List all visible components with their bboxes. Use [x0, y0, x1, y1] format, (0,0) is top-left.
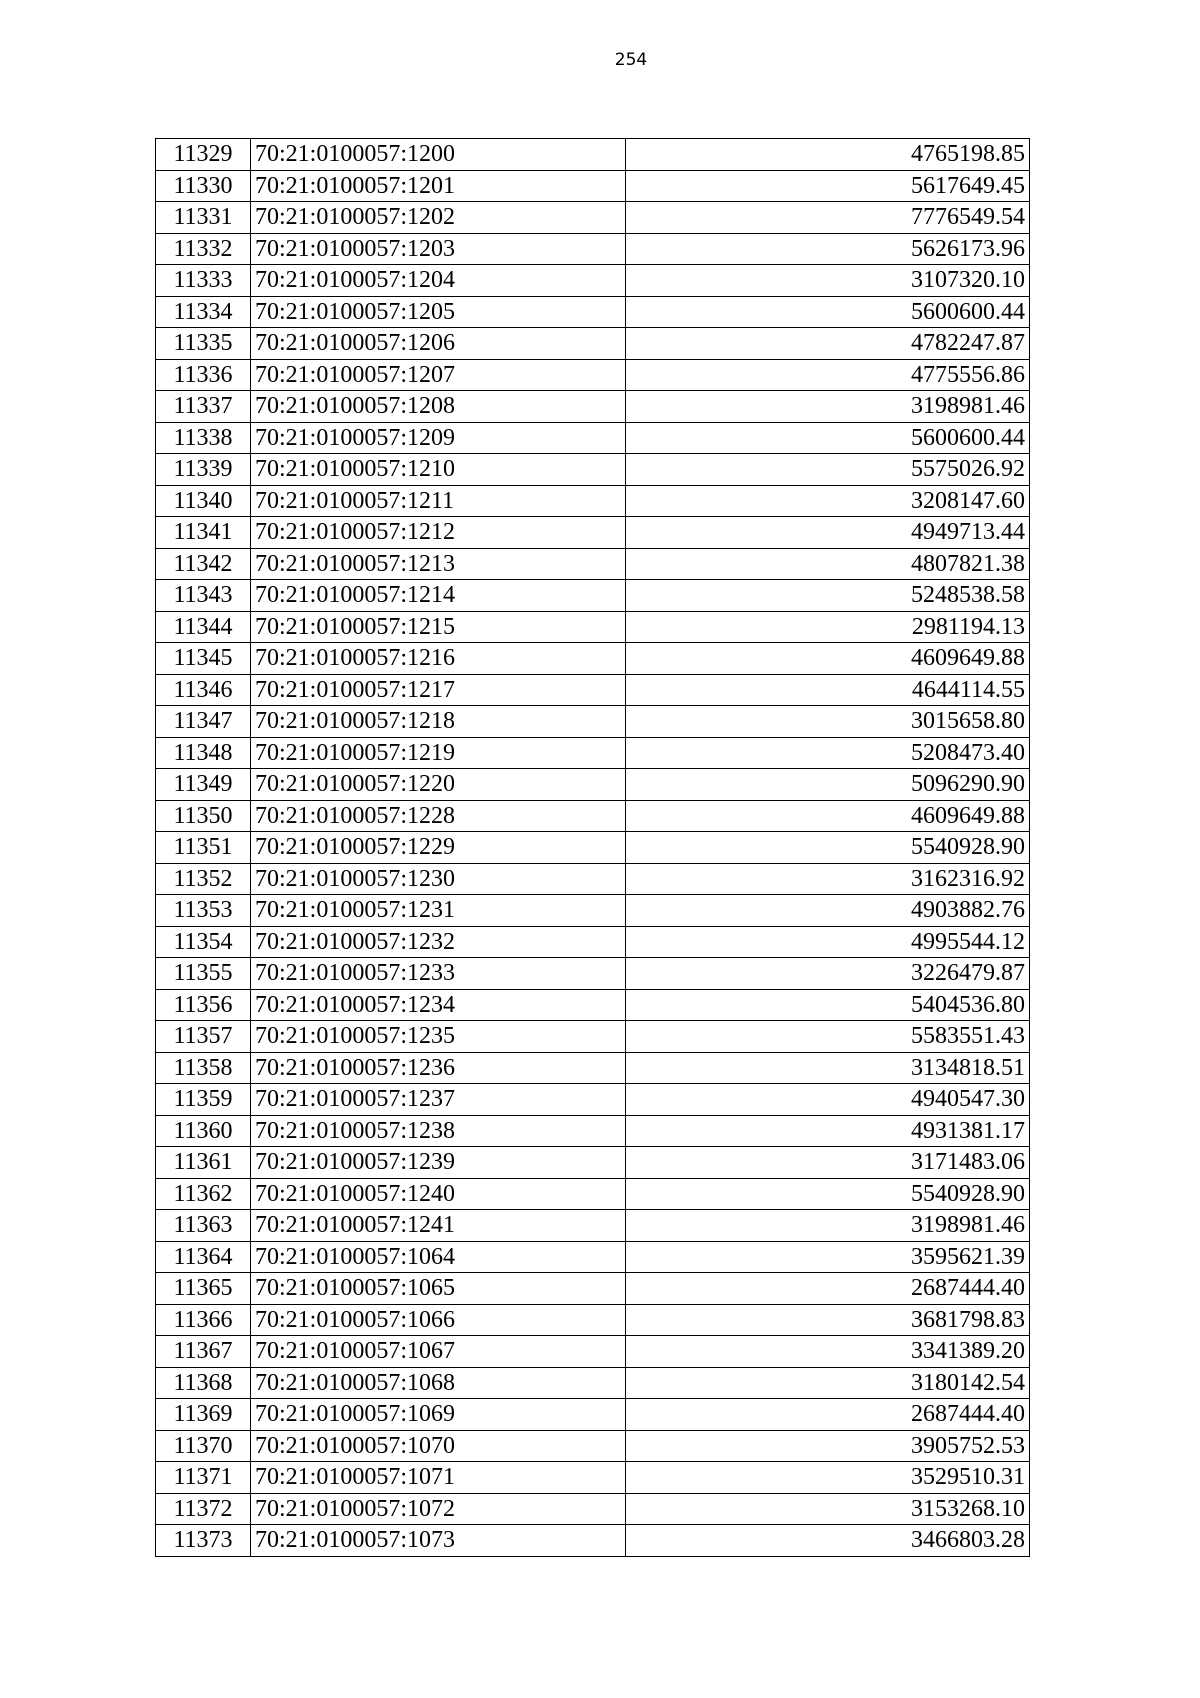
row-number-cell: 11339 — [156, 454, 251, 486]
row-number-cell: 11342 — [156, 548, 251, 580]
cadastral-number-cell: 70:21:0100057:1229 — [251, 832, 626, 864]
row-number-cell: 11356 — [156, 989, 251, 1021]
row-number-cell: 11329 — [156, 139, 251, 171]
cadastral-number-cell: 70:21:0100057:1067 — [251, 1336, 626, 1368]
value-cell: 5404536.80 — [626, 989, 1030, 1021]
table-row — [156, 989, 1030, 1021]
table-row — [156, 296, 1030, 328]
row-number-cell: 11337 — [156, 391, 251, 423]
cadastral-number-cell: 70:21:0100057:1068 — [251, 1367, 626, 1399]
row-number-cell: 11365 — [156, 1273, 251, 1305]
row-number-cell: 11347 — [156, 706, 251, 738]
cadastral-number-cell: 70:21:0100057:1203 — [251, 233, 626, 265]
row-number-cell: 11350 — [156, 800, 251, 832]
table-row — [156, 1241, 1030, 1273]
cadastral-number-cell: 70:21:0100057:1205 — [251, 296, 626, 328]
row-number-cell: 11360 — [156, 1115, 251, 1147]
cadastral-number-cell: 70:21:0100057:1069 — [251, 1399, 626, 1431]
table-row — [156, 359, 1030, 391]
value-cell: 3529510.31 — [626, 1462, 1030, 1494]
value-cell: 2687444.40 — [626, 1273, 1030, 1305]
cadastral-number-cell: 70:21:0100057:1212 — [251, 517, 626, 549]
cadastral-number-cell: 70:21:0100057:1071 — [251, 1462, 626, 1494]
table-row — [156, 895, 1030, 927]
table-row — [156, 863, 1030, 895]
value-cell: 4644114.55 — [626, 674, 1030, 706]
row-number-cell: 11349 — [156, 769, 251, 801]
cadastral-number-cell: 70:21:0100057:1211 — [251, 485, 626, 517]
value-cell: 3905752.53 — [626, 1430, 1030, 1462]
cadastral-number-cell: 70:21:0100057:1065 — [251, 1273, 626, 1305]
table-row — [156, 1462, 1030, 1494]
cadastral-number-cell: 70:21:0100057:1210 — [251, 454, 626, 486]
row-number-cell: 11355 — [156, 958, 251, 990]
table-row — [156, 1052, 1030, 1084]
cadastral-number-cell: 70:21:0100057:1241 — [251, 1210, 626, 1242]
cadastral-number-cell: 70:21:0100057:1239 — [251, 1147, 626, 1179]
table-row — [156, 1021, 1030, 1053]
table-row — [156, 517, 1030, 549]
row-number-cell: 11333 — [156, 265, 251, 297]
row-number-cell: 11369 — [156, 1399, 251, 1431]
table-row — [156, 1273, 1030, 1305]
table-row — [156, 706, 1030, 738]
table-row — [156, 233, 1030, 265]
table-row — [156, 800, 1030, 832]
row-number-cell: 11363 — [156, 1210, 251, 1242]
cadastral-number-cell: 70:21:0100057:1207 — [251, 359, 626, 391]
row-number-cell: 11352 — [156, 863, 251, 895]
cadastral-number-cell: 70:21:0100057:1216 — [251, 643, 626, 675]
cadastral-number-cell: 70:21:0100057:1072 — [251, 1493, 626, 1525]
table-row — [156, 454, 1030, 486]
row-number-cell: 11361 — [156, 1147, 251, 1179]
cadastral-number-cell: 70:21:0100057:1209 — [251, 422, 626, 454]
value-cell: 5096290.90 — [626, 769, 1030, 801]
table-row — [156, 548, 1030, 580]
cadastral-number-cell: 70:21:0100057:1066 — [251, 1304, 626, 1336]
row-number-cell: 11341 — [156, 517, 251, 549]
value-cell: 4609649.88 — [626, 800, 1030, 832]
table-row — [156, 170, 1030, 202]
cadastral-number-cell: 70:21:0100057:1064 — [251, 1241, 626, 1273]
row-number-cell: 11358 — [156, 1052, 251, 1084]
table-row — [156, 832, 1030, 864]
value-cell: 5540928.90 — [626, 832, 1030, 864]
value-cell: 2981194.13 — [626, 611, 1030, 643]
row-number-cell: 11372 — [156, 1493, 251, 1525]
table-row — [156, 1493, 1030, 1525]
row-number-cell: 11373 — [156, 1525, 251, 1557]
table-row — [156, 674, 1030, 706]
row-number-cell: 11357 — [156, 1021, 251, 1053]
row-number-cell: 11330 — [156, 170, 251, 202]
value-cell: 3198981.46 — [626, 1210, 1030, 1242]
table-row — [156, 1367, 1030, 1399]
value-cell: 5617649.45 — [626, 170, 1030, 202]
row-number-cell: 11366 — [156, 1304, 251, 1336]
value-cell: 3198981.46 — [626, 391, 1030, 423]
row-number-cell: 11351 — [156, 832, 251, 864]
cadastral-number-cell: 70:21:0100057:1232 — [251, 926, 626, 958]
value-cell: 4765198.85 — [626, 139, 1030, 171]
value-cell: 4807821.38 — [626, 548, 1030, 580]
row-number-cell: 11331 — [156, 202, 251, 234]
page-number: 254 — [614, 50, 648, 70]
table-row — [156, 1525, 1030, 1557]
row-number-cell: 11370 — [156, 1430, 251, 1462]
table-row — [156, 1115, 1030, 1147]
table-body — [156, 139, 1030, 1557]
value-cell: 3208147.60 — [626, 485, 1030, 517]
table-row — [156, 611, 1030, 643]
value-cell: 3180142.54 — [626, 1367, 1030, 1399]
row-number-cell: 11344 — [156, 611, 251, 643]
table-row — [156, 769, 1030, 801]
row-number-cell: 11359 — [156, 1084, 251, 1116]
value-cell: 3015658.80 — [626, 706, 1030, 738]
row-number-cell: 11334 — [156, 296, 251, 328]
cadastral-number-cell: 70:21:0100057:1200 — [251, 139, 626, 171]
row-number-cell: 11343 — [156, 580, 251, 612]
cadastral-number-cell: 70:21:0100057:1217 — [251, 674, 626, 706]
table-row — [156, 1210, 1030, 1242]
cadastral-number-cell: 70:21:0100057:1206 — [251, 328, 626, 360]
row-number-cell: 11340 — [156, 485, 251, 517]
value-cell: 3341389.20 — [626, 1336, 1030, 1368]
value-cell: 4995544.12 — [626, 926, 1030, 958]
cadastral-number-cell: 70:21:0100057:1070 — [251, 1430, 626, 1462]
table-row — [156, 1304, 1030, 1336]
cadastral-number-cell: 70:21:0100057:1220 — [251, 769, 626, 801]
value-cell: 5600600.44 — [626, 422, 1030, 454]
cadastral-number-cell: 70:21:0100057:1234 — [251, 989, 626, 1021]
table-row — [156, 328, 1030, 360]
table-row — [156, 1147, 1030, 1179]
cadastral-number-cell: 70:21:0100057:1231 — [251, 895, 626, 927]
row-number-cell: 11332 — [156, 233, 251, 265]
cadastral-number-cell: 70:21:0100057:1235 — [251, 1021, 626, 1053]
row-number-cell: 11346 — [156, 674, 251, 706]
value-cell: 3466803.28 — [626, 1525, 1030, 1557]
row-number-cell: 11336 — [156, 359, 251, 391]
value-cell: 5248538.58 — [626, 580, 1030, 612]
cadastral-value-table — [155, 138, 1030, 1557]
value-cell: 4903882.76 — [626, 895, 1030, 927]
table-row — [156, 643, 1030, 675]
row-number-cell: 11362 — [156, 1178, 251, 1210]
value-cell: 2687444.40 — [626, 1399, 1030, 1431]
cadastral-number-cell: 70:21:0100057:1228 — [251, 800, 626, 832]
table-row — [156, 139, 1030, 171]
cadastral-number-cell: 70:21:0100057:1218 — [251, 706, 626, 738]
row-number-cell: 11348 — [156, 737, 251, 769]
table-row — [156, 926, 1030, 958]
value-cell: 3153268.10 — [626, 1493, 1030, 1525]
table-row — [156, 737, 1030, 769]
table-row — [156, 422, 1030, 454]
table-row — [156, 1084, 1030, 1116]
row-number-cell: 11371 — [156, 1462, 251, 1494]
row-number-cell: 11345 — [156, 643, 251, 675]
value-cell: 5575026.92 — [626, 454, 1030, 486]
value-cell: 3226479.87 — [626, 958, 1030, 990]
cadastral-number-cell: 70:21:0100057:1233 — [251, 958, 626, 990]
table-row — [156, 485, 1030, 517]
cadastral-number-cell: 70:21:0100057:1237 — [251, 1084, 626, 1116]
value-cell: 5583551.43 — [626, 1021, 1030, 1053]
row-number-cell: 11364 — [156, 1241, 251, 1273]
cadastral-number-cell: 70:21:0100057:1236 — [251, 1052, 626, 1084]
row-number-cell: 11368 — [156, 1367, 251, 1399]
value-cell: 4949713.44 — [626, 517, 1030, 549]
row-number-cell: 11335 — [156, 328, 251, 360]
table-row — [156, 580, 1030, 612]
value-cell: 3162316.92 — [626, 863, 1030, 895]
cadastral-number-cell: 70:21:0100057:1240 — [251, 1178, 626, 1210]
value-cell: 4775556.86 — [626, 359, 1030, 391]
value-cell: 3681798.83 — [626, 1304, 1030, 1336]
value-cell: 5626173.96 — [626, 233, 1030, 265]
value-cell: 5540928.90 — [626, 1178, 1030, 1210]
table-row — [156, 1399, 1030, 1431]
table-row — [156, 958, 1030, 990]
cadastral-number-cell: 70:21:0100057:1230 — [251, 863, 626, 895]
cadastral-number-cell: 70:21:0100057:1073 — [251, 1525, 626, 1557]
table-row — [156, 1430, 1030, 1462]
cadastral-number-cell: 70:21:0100057:1215 — [251, 611, 626, 643]
row-number-cell: 11354 — [156, 926, 251, 958]
cadastral-number-cell: 70:21:0100057:1238 — [251, 1115, 626, 1147]
table-row — [156, 202, 1030, 234]
value-cell: 5208473.40 — [626, 737, 1030, 769]
value-cell: 3134818.51 — [626, 1052, 1030, 1084]
cadastral-number-cell: 70:21:0100057:1213 — [251, 548, 626, 580]
table-row — [156, 391, 1030, 423]
row-number-cell: 11338 — [156, 422, 251, 454]
cadastral-number-cell: 70:21:0100057:1201 — [251, 170, 626, 202]
table-row — [156, 265, 1030, 297]
value-cell: 4940547.30 — [626, 1084, 1030, 1116]
value-cell: 3595621.39 — [626, 1241, 1030, 1273]
value-cell: 4782247.87 — [626, 328, 1030, 360]
cadastral-number-cell: 70:21:0100057:1214 — [251, 580, 626, 612]
table-row — [156, 1178, 1030, 1210]
value-cell: 5600600.44 — [626, 296, 1030, 328]
value-cell: 3107320.10 — [626, 265, 1030, 297]
cadastral-number-cell: 70:21:0100057:1202 — [251, 202, 626, 234]
value-cell: 7776549.54 — [626, 202, 1030, 234]
cadastral-number-cell: 70:21:0100057:1208 — [251, 391, 626, 423]
value-cell: 4931381.17 — [626, 1115, 1030, 1147]
row-number-cell: 11367 — [156, 1336, 251, 1368]
value-cell: 4609649.88 — [626, 643, 1030, 675]
table-row — [156, 1336, 1030, 1368]
row-number-cell: 11353 — [156, 895, 251, 927]
cadastral-number-cell: 70:21:0100057:1204 — [251, 265, 626, 297]
value-cell: 3171483.06 — [626, 1147, 1030, 1179]
cadastral-number-cell: 70:21:0100057:1219 — [251, 737, 626, 769]
